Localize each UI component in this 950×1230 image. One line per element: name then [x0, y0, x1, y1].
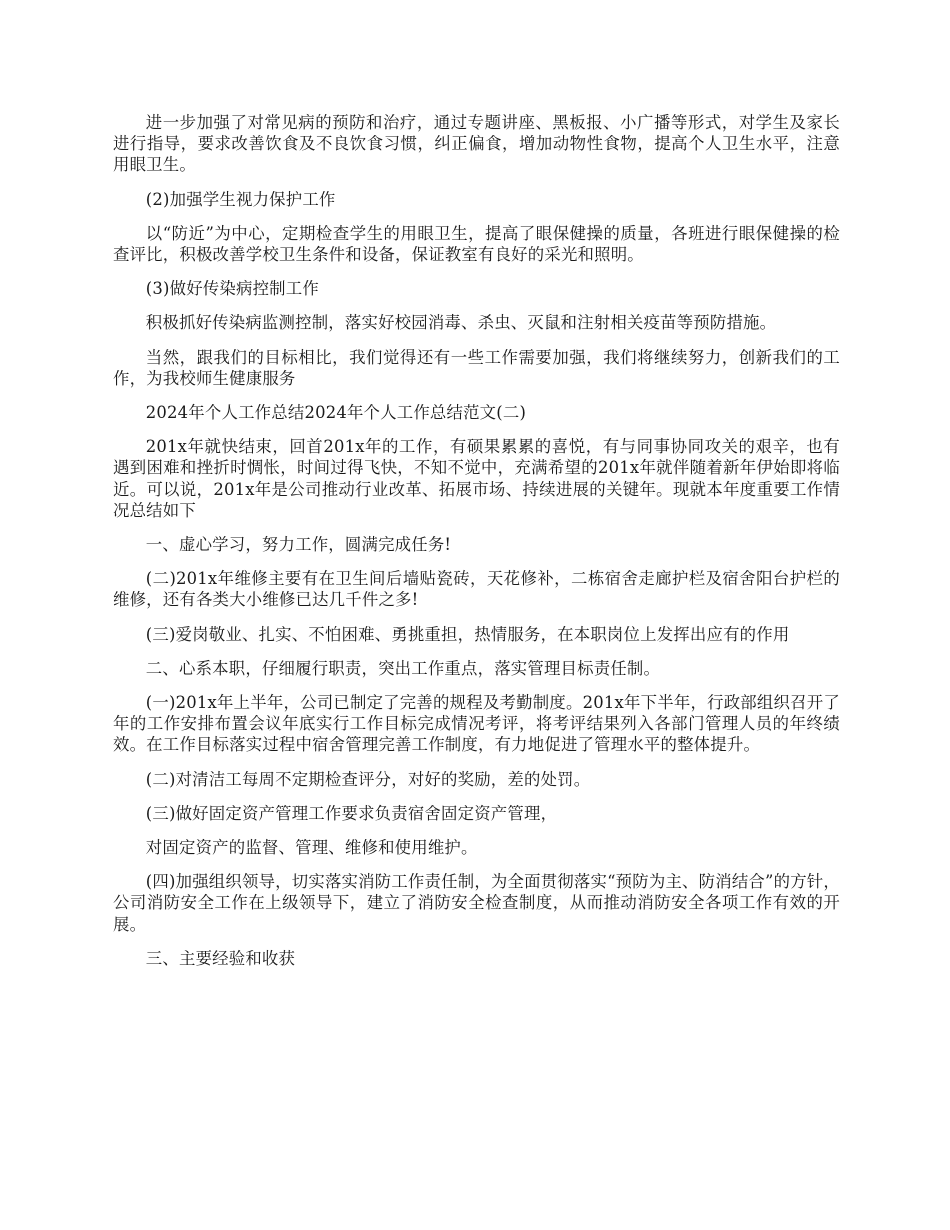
paragraph-fire-safety: (四)加强组织领导，切实落实消防工作责任制，为全面贯彻落实“预防为主、防消结合”的方针，公司消防安全工作在上级领导下，建立了消防安全检查制度，从而推动消防安全各项工作有效的开展。: [113, 872, 840, 934]
paragraph-cleaning-inspection: (二)对清洁工每周不定期检查评分，对好的奖励，差的处罚。: [145, 769, 591, 789]
paragraph-infectious-disease: 积极抓好传染病监测控制，落实好校园消毒、杀虫、灭鼠和注射相关疫苗等预防措施。: [145, 313, 777, 333]
heading-part-two: 二、心系本职，仔细履行职责，突出工作重点，落实管理目标责任制。: [145, 658, 661, 678]
paragraph-dedication: (三)爱岗敬业、扎实、不怕困难、勇挑重担，热情服务，在本职岗位上发挥出应有的作用: [145, 624, 790, 644]
paragraph-fixed-assets: (三)做好固定资产管理工作要求负责宿舍固定资产管理，: [145, 803, 558, 823]
paragraph-conclusion: 当然，跟我们的目标相比，我们觉得还有一些工作需要加强，我们将继续努力，创新我们的工作，为我校师生健康服务: [113, 347, 840, 388]
paragraph-vision-protection: 以“防近”为中心，定期检查学生的用眼卫生，提高了眼保健操的质量，各班进行眼保健操的检查评比，积极改善学校卫生条件和设备，保证教室有良好的采光和照明。: [113, 223, 840, 265]
heading-vision-protection: (2)加强学生视力保护工作: [145, 189, 336, 209]
heading-part-three: 三、主要经验和收获: [145, 948, 296, 968]
heading-part-one: 一、虚心学习，努力工作，圆满完成任务!: [145, 535, 452, 555]
document-body: [113, 112, 840, 982]
paragraph-common-disease: 进一步加强了对常见病的预防和治疗，通过专题讲座、黑板报、小广播等形式，对学生及家长进行指导，要求改善饮食及不良饮食习惯，纠正偏食，增加动物性食物，提高个人卫生水平，注意用眼卫生。: [113, 113, 840, 175]
heading-infectious-disease: (3)做好传染病控制工作: [145, 279, 319, 299]
paragraph-year-review: 201x年就快结束，回首201x年的工作，有硕果累累的喜悦，有与同事协同攻关的艰辛，也有遇到困难和挫折时惆怅，时间过得飞快，不知不觉中，充满希望的201x年就伴随着新年伊始即将临近。可以说，201x年是公司推动行业改革、拓展市场、持续进展的关键年。现就本年度重要工作情况总结如下: [113, 437, 840, 520]
paragraph-asset-supervision: 对固定资产的监督、管理、维修和使用维护。: [145, 838, 478, 858]
paragraph-maintenance: (二)201x年维修主要有在卫生间后墙贴瓷砖，天花修补，二栋宿舍走廊护栏及宿舍阳台护栏的维修，还有各类大小维修已达几千件之多!: [113, 569, 840, 610]
paragraph-rules-system: (一)201x年上半年，公司已制定了完善的规程及考勤制度。201x年下半年，行政部组织召开了年的工作安排布置会议年底实行工作目标完成情况考评，将考评结果列入各部门管理人员的年终绩效。在工作目标落实过程中宿舍管理完善工作制度，有力地促进了管理水平的整体提升。: [113, 693, 840, 755]
section-title-sample-two: 2024年个人工作总结2024年个人工作总结范文(二): [145, 403, 527, 423]
